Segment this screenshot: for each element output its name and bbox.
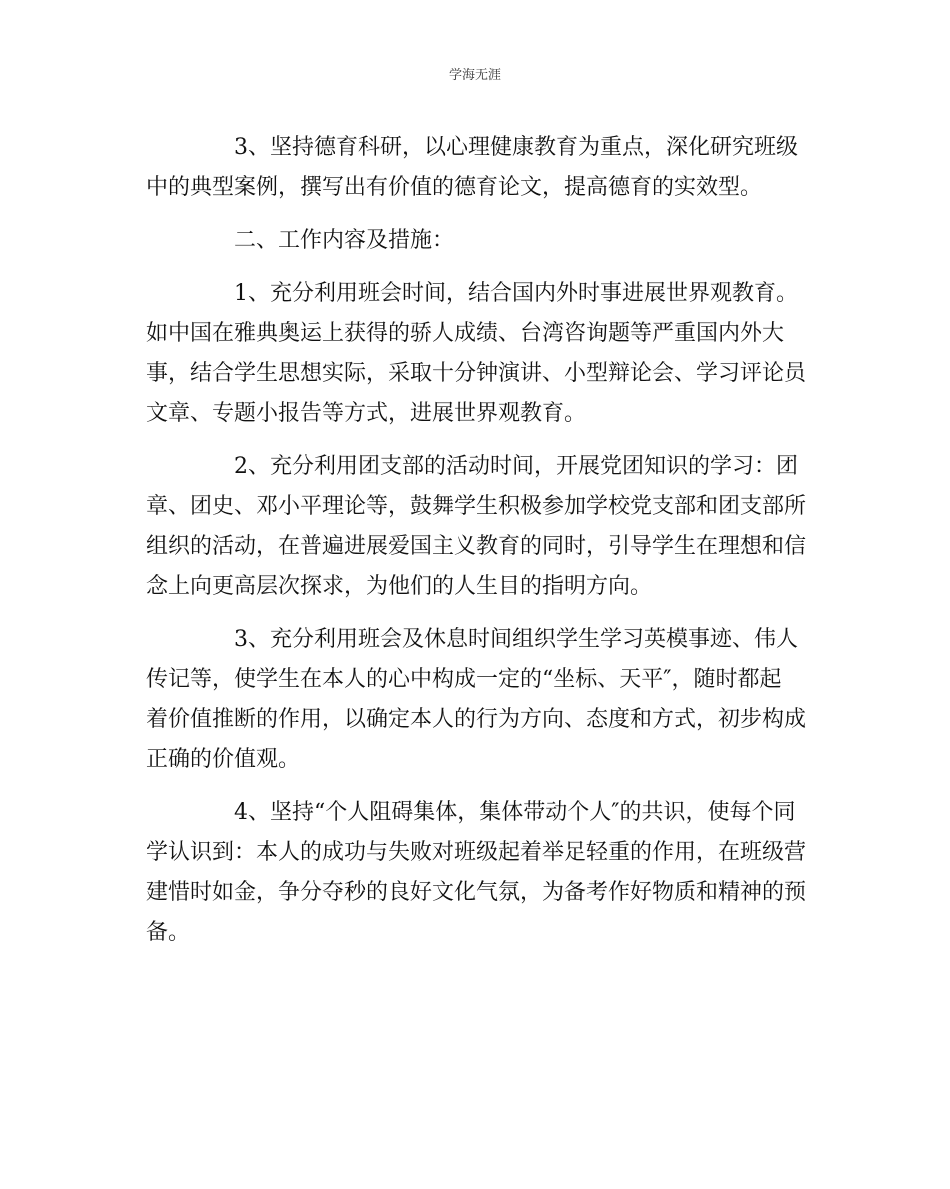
text-line: 备。 [146, 920, 191, 945]
text-line: 2、充分利用团支部的活动时间，开展党团知识的学习：团 [234, 454, 798, 479]
text-line: 念上向更高层次探求，为他们的人生目的指明方向。 [146, 574, 653, 599]
text-line: 建惜时如金，争分夺秒的良好文化气氛，为备考作好物质和精神的预 [146, 880, 806, 905]
text-line: 学认识到：本人的成功与失败对班级起着举足轻重的作用，在班级营 [146, 840, 806, 865]
text-line: 正确的价值观。 [146, 747, 301, 772]
text-line: 3、充分利用班会及休息时间组织学生学习英模事迹、伟人 [234, 627, 798, 652]
document-body [146, 128, 806, 953]
text-line: 3、坚持德育科研，以心理健康教育为重点，深化研究班级 [234, 135, 798, 160]
paragraph [146, 447, 806, 607]
paragraph [146, 274, 806, 434]
page-header: 学海无涯 [448, 68, 501, 83]
text-line: 4、坚持“个人阻碍集体，集体带动个人″的共识，使每个同 [234, 800, 796, 825]
paragraph [146, 128, 806, 208]
text-line: 1、充分利用班会时间，结合国内外时事进展世界观教育。 [234, 281, 798, 306]
text-line: 着价值推断的作用，以确定本人的行为方向、态度和方式，初步构成 [146, 707, 806, 732]
section-heading [146, 221, 806, 261]
text-line: 文章、专题小报告等方式，进展世界观教育。 [146, 401, 587, 426]
text-line: 事，结合学生思想实际，采取十分钟演讲、小型辩论会、学习评论员 [146, 361, 806, 386]
text-line: 如中国在雅典奥运上获得的骄人成绩、台湾咨询题等严重国内外大 [146, 321, 785, 346]
text-line: 传记等，使学生在本人的心中构成一定的“坐标、天平″，随时都起 [146, 667, 782, 692]
paragraph [146, 793, 806, 953]
paragraph [146, 620, 806, 780]
text-line: 中的典型案例，撰写出有价值的德育论文，提高德育的实效型。 [146, 175, 763, 200]
text-line: 组织的活动，在普遍进展爱国主义教育的同时，引导学生在理想和信 [146, 534, 806, 559]
text-line: 二、工作内容及措施： [234, 228, 455, 253]
text-line: 章、团史、邓小平理论等，鼓舞学生积极参加学校党支部和团支部所 [146, 494, 806, 519]
